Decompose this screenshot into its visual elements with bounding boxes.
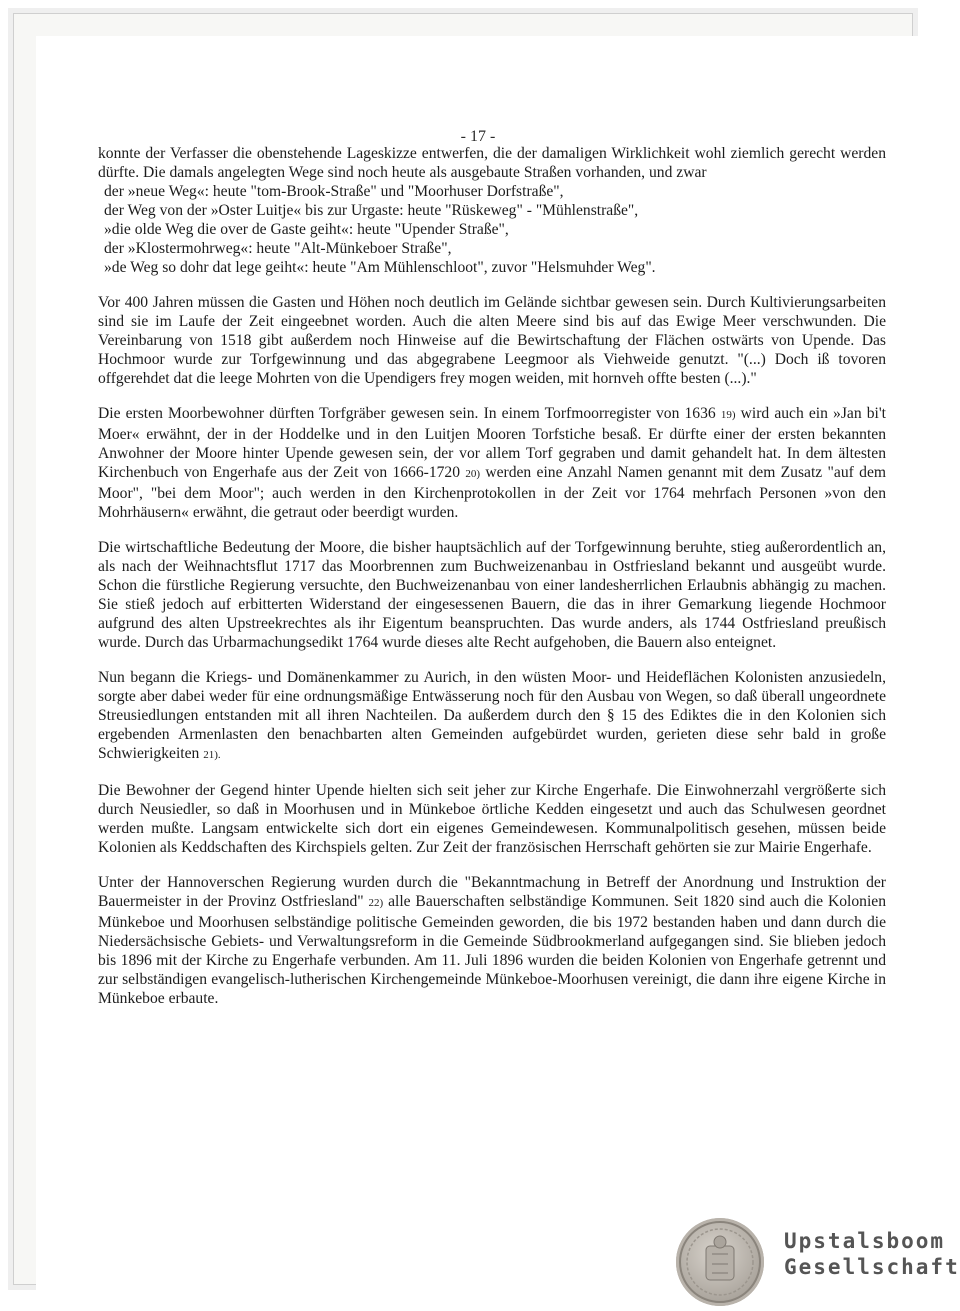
paragraph-3-part-b: wird auch ein »Jan bi't Moer« erwähnt, der in der Hoddelke und in den Luitjen Mooren Torfstiche besaß. Er dürfte einer der ersten bekannten Anwohner der Moore hinter Upende gewesen sein, der vor allem Torf gegraben und damit gehandelt hat. In dem ältesten Kirchenbuch von Engerhafe aus der Zeit von 1666-1720 <box>98 405 887 481</box>
paragraph-5 <box>98 668 886 765</box>
paragraph-6: Die Bewohner der Gegend hinter Upende hielten sich seit jeher zur Kirche Engerhafe. Die Einwohnerzahl vergrößerte sich durch Neusiedler, so daß in Moorhusen und in Münkeboe örtliche Kedden eingesetzt und auch das Schulwesen geordnet werden mußte. Langsam entwickelte sich dort ein eigenes Gemeindewesen. Kommunalpolitisch gesehen, müssen beide Kolonien als Keddschaften des Kirchspiels gelten. Zur Zeit der französischen Herrschaft gehörten sie zur Mairie Engerhafe. <box>98 782 886 856</box>
street-item: »die olde Weg die over de Gaste geiht«: heute "Upender Straße", <box>104 221 509 238</box>
society-name <box>784 1228 960 1280</box>
society-name-line-2: Gesellschaft <box>784 1255 960 1279</box>
paragraph-7-part-a: Unter der Hannoverschen Regierung wurden durch die "Bekanntmachung in Betreff der Anordnung und Instruktion der Bauermeister in der Provinz Ostfriesland" <box>98 874 886 910</box>
page-number: - 17 - <box>460 128 496 145</box>
street-list <box>98 182 886 277</box>
paragraph-7-part-b: alle Bauerschaften selbständige Kommunen. Seit 1820 sind auch die Kolonien Münkeboe und Moorhusen selbständige politische Gemeinden geworden, die bis 1972 bestanden haben und dann durch die Niedersächsische Gebiets- und Verwaltungsreform in die Gemeinde Südbrookmerland aufgegangen sind. Sie blieben jedoch bis 1896 mit der Kirche zu Engerhafe verbunden. Am 11. Juli 1896 wurden die beiden Kolonien von Engerhafe getrennt und zur selbständigen evangelisch-lutherischen Kirchengemeinde Münkeboe-Moorhusen vereinigt, die dann ihre eigene Kirche in Münkeboe erbaute. <box>98 893 886 1007</box>
street-item: »de Weg so dohr dat lege geiht«: heute "Am Mühlenschloot", zuvor "Helsmuhder Weg". <box>104 259 656 276</box>
paragraph-4: Die wirtschaftliche Bedeutung der Moore, die bisher hauptsächlich auf der Torfgewinnung beruhte, stieg außerordentlich an, als nach der Weihnachtsflut 1717 das Moorbrennen zum Buchweizenanbau in Ostfriesland bekannt und ausgeübt wurde. Schon die fürstliche Regierung versuchte, den Buchweizenanbau von einer landesherrlichen Erlaubnis abhängig zu machen. Sie stieß jedoch auf erbitterten Widerstand der eingesessenen Bauern, die das in ihrer Gemarkung liegende Hochmoor aufgrund des alten Upstreekrechtes als ihr Eigentum beanspruchten. Das wurde anders, als 1744 Ostfriesland preußisch wurde. Durch das Urbarmachungsedikt 1764 wurde dieses alte Recht aufgehoben, die Bauern also enteignet. <box>98 539 886 651</box>
street-item: der »neue Weg«: heute "tom-Brook-Straße" und "Moorhuser Dorfstraße", <box>104 183 564 200</box>
footnote-ref-22: 22) <box>368 897 384 909</box>
paragraph-intro: konnte der Verfasser die obenstehende Lageskizze entwerfen, die der damaligen Wirklichkeit wohl ziemlich gerecht werden dürfte. Die damals angelegten Wege sind noch heute als ausgebaute Straßen vorhanden, und zwar <box>98 145 886 181</box>
society-name-line-1: Upstalsboom <box>784 1229 946 1253</box>
paragraph-7 <box>98 873 886 1008</box>
paragraph-3-part-c: werden eine Anzahl Namen genannt mit dem Zusatz "auf dem Moor", "bei dem Moor"; auch werden in den Kirchenprotokollen in der Zeit vor 1764 mehrfach Personen »von den Mohrhäusern« erwähnt, die getraut oder beerdigt wurden. <box>98 464 886 521</box>
paragraph-5-part-a: Nun begann die Kriegs- und Domänenkammer zu Aurich, in den wüsten Moor- und Heideflächen Kolonisten anzusiedeln, sorgte aber dabei weder für eine ordnungsmäßige Entwässerung noch für den Ausbau von Wegen, so daß überall ungeordnete Streusiedlungen entstanden mit all ihren Nachteilen. Da außerdem durch den § 15 des Ediktes die in den Kolonien sich ergebenden Armenlasten den benachbarten alten Gemeinden aufgebürdet wurden, gerieten diese sehr bald in große Schwierigkeiten <box>98 669 886 762</box>
paragraph-2: Vor 400 Jahren müssen die Gasten und Höhen noch deutlich im Gelände sichtbar gewesen sein. Durch Kultivierungsarbeiten sind sie im Laufe der Zeit eingeebnet worden. Auch die alten Meere sind bis auf das Ewige Meer verschwunden. Die Vereinbarung von 1518 gibt außerdem noch Hinweise auf die Bewirtschaftung der Flächen ostwärts von Upende. Das Hochmoor wurde zur Torfgewinnung und das abgegrabene Leegmoor als Viehweide genutzt. "(...) Doch iß tovoren offgerehdet dat die leege Mohrten von die Upendigers frey mogen weiden, mit hornveh offte besten (...)." <box>98 294 886 387</box>
footnote-ref-21: 21). <box>203 749 221 761</box>
document-page <box>36 36 960 1292</box>
street-item: der Weg von der »Oster Luitje« bis zur Urgaste: heute "Rüskeweg" - "Mühlenstraße", <box>104 202 639 219</box>
page-frame <box>14 14 960 1284</box>
paragraph-3-part-a: Die ersten Moorbewohner dürften Torfgräber gewesen sein. In einem Torfmoorregister von 1636 <box>98 405 716 422</box>
footnote-ref-20: 20) <box>465 468 481 480</box>
society-logo <box>676 1218 960 1308</box>
seal-icon <box>676 1218 764 1306</box>
street-item: der »Klostermohrweg«: heute "Alt-Münkeboer Straße", <box>104 240 452 257</box>
paragraph-3 <box>98 404 886 522</box>
body-text <box>98 144 886 1024</box>
footnote-ref-19: 19) <box>720 409 736 421</box>
